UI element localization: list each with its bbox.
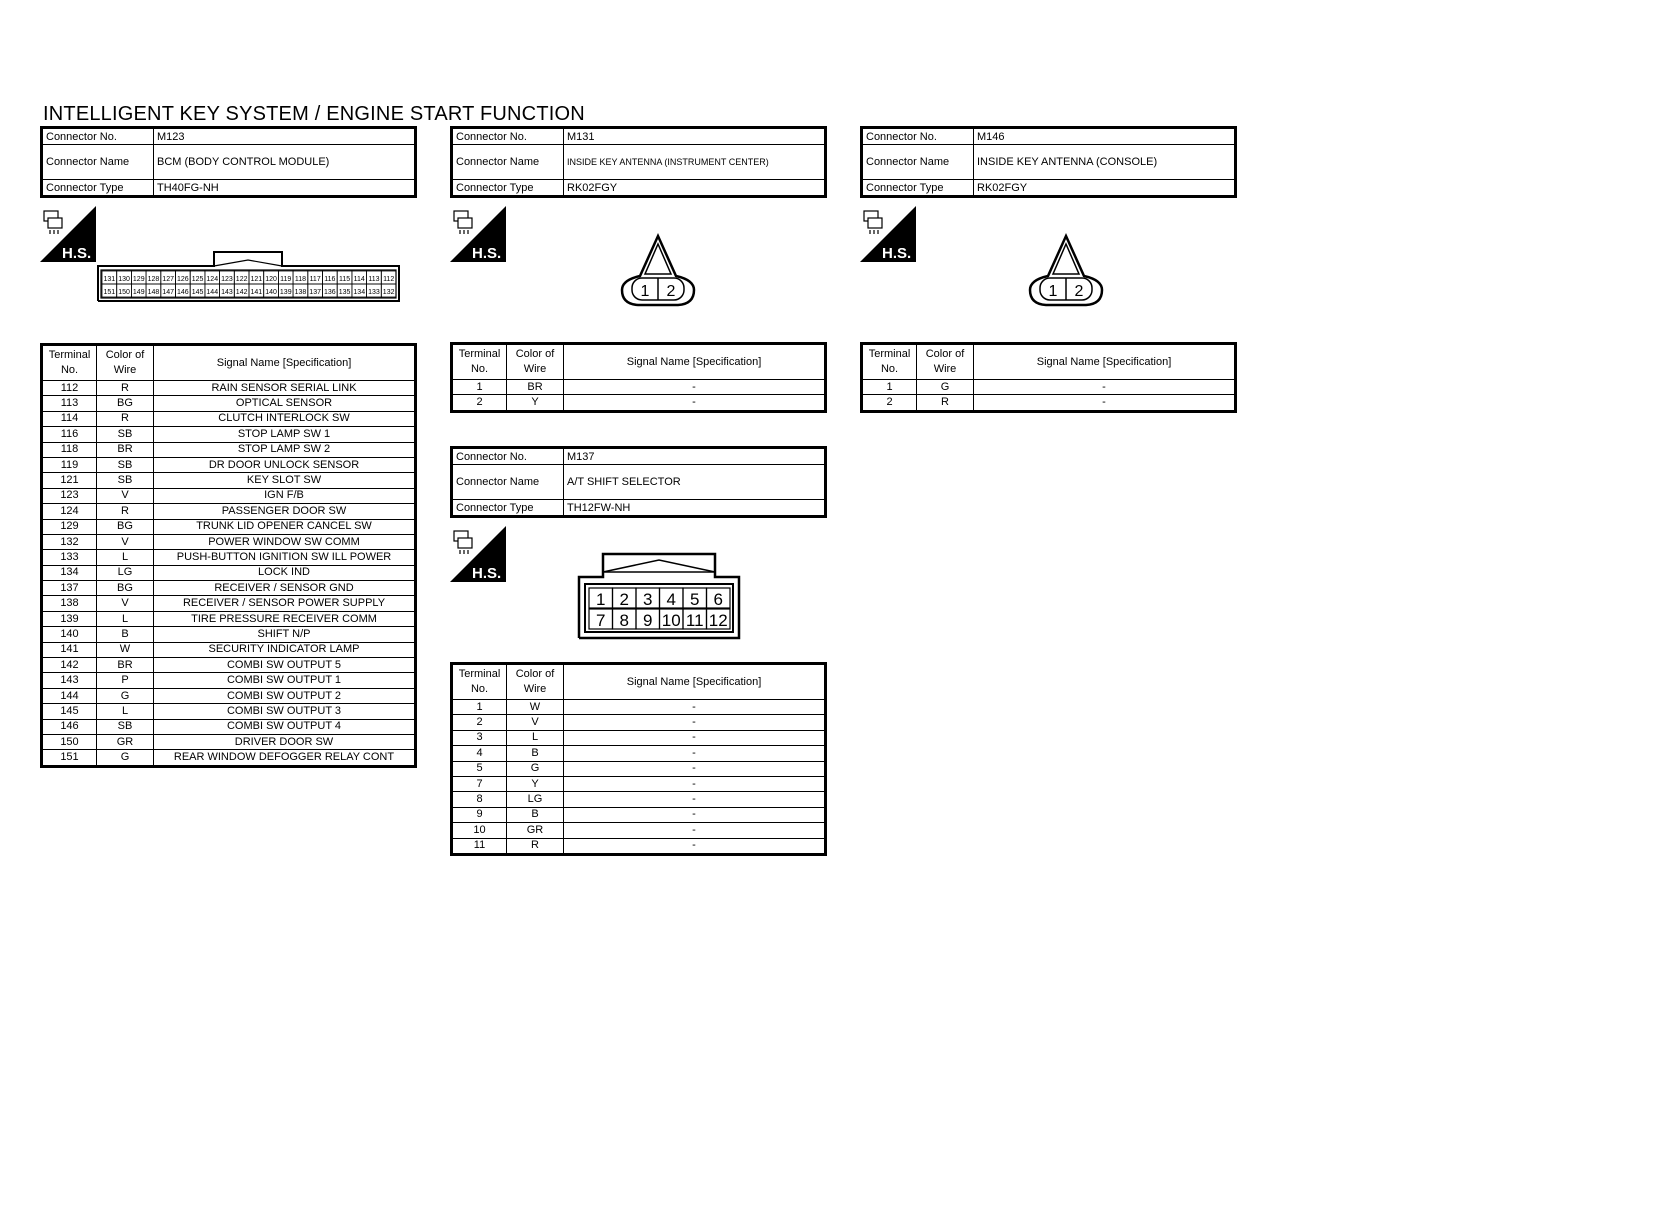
wire-color-cell: V: [507, 715, 564, 730]
signal-name-cell: STOP LAMP SW 2: [154, 442, 416, 457]
wire-color-cell: W: [507, 700, 564, 715]
pin-number: 139: [279, 289, 292, 296]
terminal-cell: 2: [452, 395, 507, 411]
hs-label: H.S.: [472, 245, 502, 262]
connector-type-value: TH12FW-NH: [564, 500, 826, 517]
header-terminal: Terminal No.: [452, 344, 507, 380]
wire-color-cell: BR: [507, 380, 564, 395]
pin-number: 121: [250, 276, 263, 283]
table-row: [42, 673, 416, 688]
pin-number: 119: [280, 276, 292, 283]
pin-number: 114: [353, 276, 365, 283]
signal-name-cell: -: [564, 807, 826, 822]
terminal-cell: 1: [452, 700, 507, 715]
pin-number: 127: [162, 276, 174, 283]
signal-name-cell: REAR WINDOW DEFOGGER RELAY CONT: [154, 750, 416, 766]
table-row: [42, 596, 416, 611]
connector-type-value: RK02FGY: [564, 180, 826, 197]
signal-name-cell: -: [564, 700, 826, 715]
table-row: [42, 658, 416, 673]
pin-number: 11: [685, 611, 704, 630]
pin-1: 1: [1048, 283, 1058, 300]
wire-color-cell: LG: [97, 565, 154, 580]
wire-color-cell: W: [97, 642, 154, 657]
label-connector-no: Connector No.: [862, 128, 974, 145]
wire-color-cell: SB: [97, 719, 154, 734]
header-color: Color of Wire: [97, 345, 154, 381]
signal-name-cell: COMBI SW OUTPUT 1: [154, 673, 416, 688]
connector-info-m137: [450, 446, 827, 518]
terminal-cell: 2: [862, 395, 917, 411]
table-row: [42, 688, 416, 703]
header-signal: Signal Name [Specification]: [564, 664, 826, 700]
header-terminal: Terminal No.: [862, 344, 917, 380]
pin-number: 126: [177, 276, 189, 283]
hs-label: H.S.: [62, 245, 92, 262]
connector-type-value: TH40FG-NH: [154, 180, 416, 197]
table-row: [862, 395, 1236, 411]
label-connector-type: Connector Type: [452, 180, 564, 197]
wire-color-cell: R: [97, 381, 154, 396]
harness-side-icon: [450, 206, 506, 262]
pin-number: 147: [162, 289, 174, 296]
wire-color-cell: GR: [97, 734, 154, 749]
wire-color-cell: Y: [507, 395, 564, 411]
pin-number: 113: [368, 276, 380, 283]
signal-name-cell: COMBI SW OUTPUT 5: [154, 658, 416, 673]
signal-name-cell: COMBI SW OUTPUT 4: [154, 719, 416, 734]
signal-name-cell: -: [564, 838, 826, 854]
pin-number: 150: [118, 289, 130, 296]
label-connector-type: Connector Type: [862, 180, 974, 197]
signal-name-cell: -: [564, 776, 826, 791]
wire-color-cell: G: [97, 688, 154, 703]
table-row: [452, 395, 826, 411]
signal-name-cell: -: [974, 395, 1236, 411]
pin-number: 125: [191, 276, 204, 283]
terminal-cell: 113: [42, 396, 97, 411]
terminal-cell: 129: [42, 519, 97, 534]
pin-number: 144: [206, 289, 219, 296]
pin-number: 135: [338, 289, 351, 296]
pin-number: 116: [324, 276, 336, 283]
signal-name-cell: -: [564, 715, 826, 730]
wire-color-cell: V: [97, 534, 154, 549]
harness-side-icon: [450, 526, 506, 582]
pin-number: 134: [353, 289, 366, 296]
signal-table-m137: [450, 662, 827, 856]
table-row: [452, 761, 826, 776]
signal-name-cell: SECURITY INDICATOR LAMP: [154, 642, 416, 657]
signal-name-cell: TRUNK LID OPENER CANCEL SW: [154, 519, 416, 534]
wire-color-cell: R: [97, 411, 154, 426]
connector-type-value: RK02FGY: [974, 180, 1236, 197]
terminal-cell: 4: [452, 746, 507, 761]
terminal-cell: 1: [452, 380, 507, 395]
pin-number: 143: [221, 289, 233, 296]
signal-name-cell: -: [564, 746, 826, 761]
terminal-cell: 151: [42, 750, 97, 766]
terminal-cell: 142: [42, 658, 97, 673]
pin-number: 112: [383, 276, 395, 283]
pin-number: 148: [147, 289, 160, 296]
terminal-cell: 133: [42, 550, 97, 565]
wire-color-cell: SB: [97, 473, 154, 488]
terminal-cell: 123: [42, 488, 97, 503]
pin-number: 1: [596, 590, 606, 609]
signal-name-cell: -: [974, 380, 1236, 395]
label-connector-name: Connector Name: [862, 145, 974, 180]
table-row: [42, 427, 416, 442]
signal-name-cell: SHIFT N/P: [154, 627, 416, 642]
terminal-cell: 144: [42, 688, 97, 703]
label-connector-name: Connector Name: [42, 145, 154, 180]
signal-name-cell: DRIVER DOOR SW: [154, 734, 416, 749]
connector-info-m146: [860, 126, 1237, 198]
connector-name-value: BCM (BODY CONTROL MODULE): [154, 145, 416, 180]
signal-name-cell: COMBI SW OUTPUT 2: [154, 688, 416, 703]
terminal-cell: 2: [452, 715, 507, 730]
header-color: Color of Wire: [507, 344, 564, 380]
pin-number: 2: [619, 590, 629, 609]
table-row: [42, 581, 416, 596]
m146-connector-face: [1026, 232, 1106, 310]
pin-number: 131: [103, 276, 116, 283]
terminal-cell: 11: [452, 838, 507, 854]
signal-name-cell: RAIN SENSOR SERIAL LINK: [154, 381, 416, 396]
signal-name-cell: DR DOOR UNLOCK SENSOR: [154, 457, 416, 472]
pin-2: 2: [1074, 283, 1084, 300]
hs-label: H.S.: [472, 565, 502, 582]
table-row: [42, 734, 416, 749]
pin-number: 9: [643, 611, 653, 630]
wire-color-cell: Y: [507, 776, 564, 791]
table-row: [42, 719, 416, 734]
table-row: [452, 776, 826, 791]
wire-color-cell: V: [97, 488, 154, 503]
wire-color-cell: GR: [507, 823, 564, 838]
pin-2: 2: [666, 283, 676, 300]
connector-name-value: A/T SHIFT SELECTOR: [564, 465, 826, 500]
terminal-cell: 9: [452, 807, 507, 822]
wire-color-cell: R: [507, 838, 564, 854]
label-connector-no: Connector No.: [452, 448, 564, 465]
terminal-cell: 5: [452, 761, 507, 776]
table-row: [452, 700, 826, 715]
signal-name-cell: -: [564, 761, 826, 776]
pin-number: 140: [265, 289, 277, 296]
terminal-cell: 132: [42, 534, 97, 549]
pin-number: 8: [619, 611, 629, 630]
table-row: [452, 715, 826, 730]
pin-number: 123: [221, 276, 233, 283]
wire-color-cell: B: [507, 807, 564, 822]
harness-side-icon: [860, 206, 916, 262]
terminal-cell: 114: [42, 411, 97, 426]
wire-color-cell: P: [97, 673, 154, 688]
wire-color-cell: G: [97, 750, 154, 766]
wire-color-cell: L: [97, 704, 154, 719]
header-signal: Signal Name [Specification]: [564, 344, 826, 380]
pin-number: 120: [265, 276, 277, 283]
terminal-cell: 143: [42, 673, 97, 688]
header-signal: Signal Name [Specification]: [154, 345, 416, 381]
m123-connector-face: [96, 250, 401, 302]
signal-name-cell: -: [564, 395, 826, 411]
table-row: [452, 792, 826, 807]
terminal-cell: 121: [42, 473, 97, 488]
label-connector-no: Connector No.: [42, 128, 154, 145]
signal-name-cell: CLUTCH INTERLOCK SW: [154, 411, 416, 426]
signal-name-cell: POWER WINDOW SW COMM: [154, 534, 416, 549]
pin-number: 132: [382, 289, 395, 296]
table-row: [452, 380, 826, 395]
connector-info-m123: [40, 126, 417, 198]
connector-name-value: INSIDE KEY ANTENNA (INSTRUMENT CENTER): [564, 145, 826, 180]
pin-number: 133: [368, 289, 380, 296]
table-row: [42, 488, 416, 503]
table-row: [42, 750, 416, 766]
wire-color-cell: R: [97, 504, 154, 519]
terminal-cell: 8: [452, 792, 507, 807]
table-row: [452, 838, 826, 854]
label-connector-type: Connector Type: [42, 180, 154, 197]
signal-name-cell: -: [564, 380, 826, 395]
pin-number: 137: [309, 289, 321, 296]
header-color: Color of Wire: [507, 664, 564, 700]
wire-color-cell: G: [917, 380, 974, 395]
terminal-cell: 124: [42, 504, 97, 519]
table-row: [42, 442, 416, 457]
table-row: [42, 642, 416, 657]
header-color: Color of Wire: [917, 344, 974, 380]
table-row: [42, 627, 416, 642]
pin-number: 151: [103, 289, 116, 296]
pin-number: 129: [132, 276, 145, 283]
signal-table-m146: [860, 342, 1237, 413]
table-row: [42, 550, 416, 565]
label-connector-name: Connector Name: [452, 465, 564, 500]
table-row: [862, 380, 1236, 395]
signal-name-cell: RECEIVER / SENSOR GND: [154, 581, 416, 596]
signal-table-m123: [40, 343, 417, 768]
pin-number: 128: [147, 276, 160, 283]
wire-color-cell: R: [917, 395, 974, 411]
table-row: [42, 457, 416, 472]
signal-name-cell: LOCK IND: [154, 565, 416, 580]
table-row: [42, 504, 416, 519]
wire-color-cell: L: [507, 730, 564, 745]
label-connector-type: Connector Type: [452, 500, 564, 517]
pin-number: 117: [309, 276, 321, 283]
pin-number: 118: [294, 276, 307, 283]
terminal-cell: 145: [42, 704, 97, 719]
terminal-cell: 138: [42, 596, 97, 611]
signal-name-cell: PASSENGER DOOR SW: [154, 504, 416, 519]
header-terminal: Terminal No.: [42, 345, 97, 381]
pin-number: 141: [250, 289, 263, 296]
m131-connector-face: [618, 232, 698, 310]
terminal-cell: 116: [42, 427, 97, 442]
table-row: [42, 534, 416, 549]
table-row: [42, 381, 416, 396]
terminal-cell: 140: [42, 627, 97, 642]
terminal-cell: 3: [452, 730, 507, 745]
terminal-cell: 139: [42, 611, 97, 626]
wire-color-cell: LG: [507, 792, 564, 807]
wire-color-cell: B: [97, 627, 154, 642]
table-row: [452, 730, 826, 745]
wire-color-cell: L: [97, 611, 154, 626]
pin-number: 130: [118, 276, 130, 283]
connector-name-value: INSIDE KEY ANTENNA (CONSOLE): [974, 145, 1236, 180]
wire-color-cell: BG: [97, 519, 154, 534]
terminal-cell: 118: [42, 442, 97, 457]
pin-number: 142: [235, 289, 248, 296]
signal-name-cell: RECEIVER / SENSOR POWER SUPPLY: [154, 596, 416, 611]
label-connector-no: Connector No.: [452, 128, 564, 145]
m137-connector-face: [577, 552, 741, 640]
signal-name-cell: -: [564, 792, 826, 807]
connector-no-value: M131: [564, 128, 826, 145]
connector-no-value: M123: [154, 128, 416, 145]
connector-info-m131: [450, 126, 827, 198]
pin-number: 10: [661, 611, 681, 630]
terminal-cell: 134: [42, 565, 97, 580]
pin-number: 149: [132, 289, 145, 296]
terminal-cell: 1: [862, 380, 917, 395]
table-row: [42, 704, 416, 719]
terminal-cell: 141: [42, 642, 97, 657]
connector-no-value: M137: [564, 448, 826, 465]
terminal-cell: 7: [452, 776, 507, 791]
signal-name-cell: OPTICAL SENSOR: [154, 396, 416, 411]
table-row: [42, 611, 416, 626]
table-row: [42, 473, 416, 488]
wire-color-cell: B: [507, 746, 564, 761]
header-terminal: Terminal No.: [452, 664, 507, 700]
signal-name-cell: -: [564, 730, 826, 745]
table-row: [452, 823, 826, 838]
signal-name-cell: COMBI SW OUTPUT 3: [154, 704, 416, 719]
signal-name-cell: STOP LAMP SW 1: [154, 427, 416, 442]
wire-color-cell: L: [97, 550, 154, 565]
wire-color-cell: BR: [97, 442, 154, 457]
signal-name-cell: IGN F/B: [154, 488, 416, 503]
label-connector-name: Connector Name: [452, 145, 564, 180]
pin-number: 138: [294, 289, 307, 296]
header-signal: Signal Name [Specification]: [974, 344, 1236, 380]
harness-side-icon: [40, 206, 96, 262]
table-row: [42, 519, 416, 534]
signal-table-m131: [450, 342, 827, 413]
table-row: [452, 807, 826, 822]
pin-number: 136: [324, 289, 336, 296]
wire-color-cell: V: [97, 596, 154, 611]
signal-name-cell: KEY SLOT SW: [154, 473, 416, 488]
table-row: [42, 565, 416, 580]
signal-name-cell: TIRE PRESSURE RECEIVER COMM: [154, 611, 416, 626]
pin-number: 12: [708, 611, 728, 630]
pin-number: 7: [596, 611, 606, 630]
table-row: [452, 746, 826, 761]
table-row: [42, 396, 416, 411]
pin-number: 115: [338, 276, 351, 283]
terminal-cell: 146: [42, 719, 97, 734]
hs-label: H.S.: [882, 245, 912, 262]
pin-number: 4: [666, 590, 676, 609]
pin-number: 6: [713, 590, 723, 609]
pin-number: 122: [235, 276, 248, 283]
wire-color-cell: SB: [97, 427, 154, 442]
signal-name-cell: -: [564, 823, 826, 838]
pin-number: 145: [191, 289, 204, 296]
terminal-cell: 112: [42, 381, 97, 396]
terminal-cell: 150: [42, 734, 97, 749]
terminal-cell: 137: [42, 581, 97, 596]
wire-color-cell: BG: [97, 396, 154, 411]
wire-color-cell: BG: [97, 581, 154, 596]
wire-color-cell: BR: [97, 658, 154, 673]
table-row: [42, 411, 416, 426]
terminal-cell: 119: [42, 457, 97, 472]
pin-number: 3: [643, 590, 653, 609]
connector-no-value: M146: [974, 128, 1236, 145]
pin-1: 1: [640, 283, 650, 300]
pin-number: 5: [690, 590, 700, 609]
terminal-cell: 10: [452, 823, 507, 838]
pin-number: 124: [206, 276, 219, 283]
pin-number: 146: [177, 289, 189, 296]
wire-color-cell: SB: [97, 457, 154, 472]
wire-color-cell: G: [507, 761, 564, 776]
signal-name-cell: PUSH-BUTTON IGNITION SW ILL POWER: [154, 550, 416, 565]
page-title: INTELLIGENT KEY SYSTEM / ENGINE START FUNCTION: [43, 103, 585, 125]
